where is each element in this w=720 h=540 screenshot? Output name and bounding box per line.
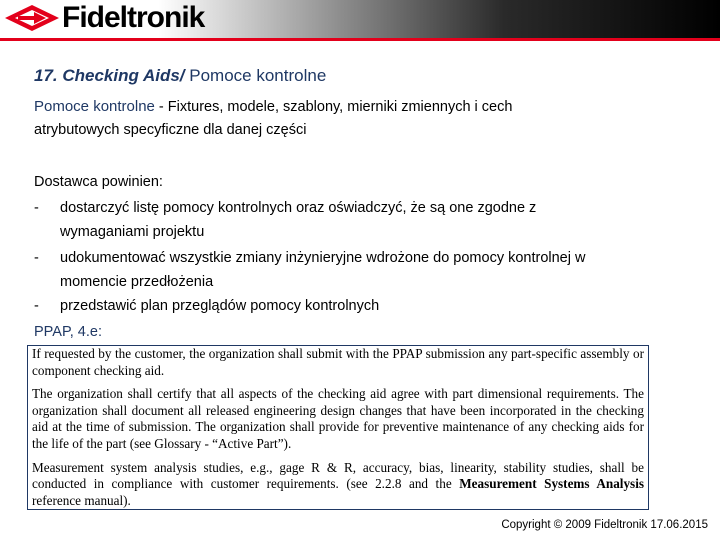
header-divider [0,38,720,41]
copyright-footer: Copyright © 2009 Fideltronik 17.06.2015 [501,519,708,531]
quote-p3-start: Measurement system analysis studies, e.g., gage R & R, accuracy, bias, linearity, stability studies, shall be conducted in compliance with customer requirements. (see 2.2.8 and the [32,459,644,492]
ppap-reference: PPAP, 4.e: [34,324,102,340]
logo-text: Fideltronik [62,1,205,34]
definition-term: Pomoce kontrolne [34,98,155,115]
bullet-marker: - [34,250,39,266]
supplier-item-1-line-1: dostarczyć listę pomocy kontrolnych oraz oświadczyć, że są one zgodne z [60,200,537,216]
quote-paragraph-1: If requested by the customer, the organization shall submit with the PPAP submission any part-specific assembly or component checking aid. [32,346,644,378]
fideltronik-logo-icon [4,4,60,32]
supplier-item-3-line-1: przedstawić plan przeglądów pomocy kontrolnych [60,298,380,314]
page-title [34,66,326,86]
quote-paragraph-3 [32,460,644,510]
ppap-quote-box [27,345,649,510]
bullet-marker: - [34,200,39,216]
supplier-item-2-line-2: momencie przedłożenia [60,274,214,290]
quote-p3-bold: Measurement Systems Analysis [459,476,644,492]
supplier-heading: Dostawca powinien: [34,174,163,190]
header-bar [0,0,720,38]
definition-line-1 [34,98,512,115]
quote-paragraph-2: The organization shall certify that all aspects of the checking aid agree with part dimensional requirements. The organization shall document all released engineering design changes that have been incorporated in the checking aid at the time of submission. The organization shall provide for preventive maintenance of any checking aids for the life of the part (see Glossary - “Active Part”). [32,386,644,451]
supplier-item-1-line-2: wymaganiami projektu [60,224,205,240]
supplier-item-2-line-1: udokumentować wszystkie zmiany inżynieryjne wdrożone do pomocy kontrolnej w [60,250,586,266]
definition-text-1: - Fixtures, modele, szablony, mierniki zmiennych i cech [154,99,513,115]
title-bold: 17. Checking Aids/ [34,66,185,85]
title-regular: Pomoce kontrolne [184,66,327,85]
bullet-marker: - [34,298,39,314]
quote-p3-end: reference manual). [32,492,131,508]
definition-line-2: atrybutowych specyficzne dla danej części [34,122,307,138]
